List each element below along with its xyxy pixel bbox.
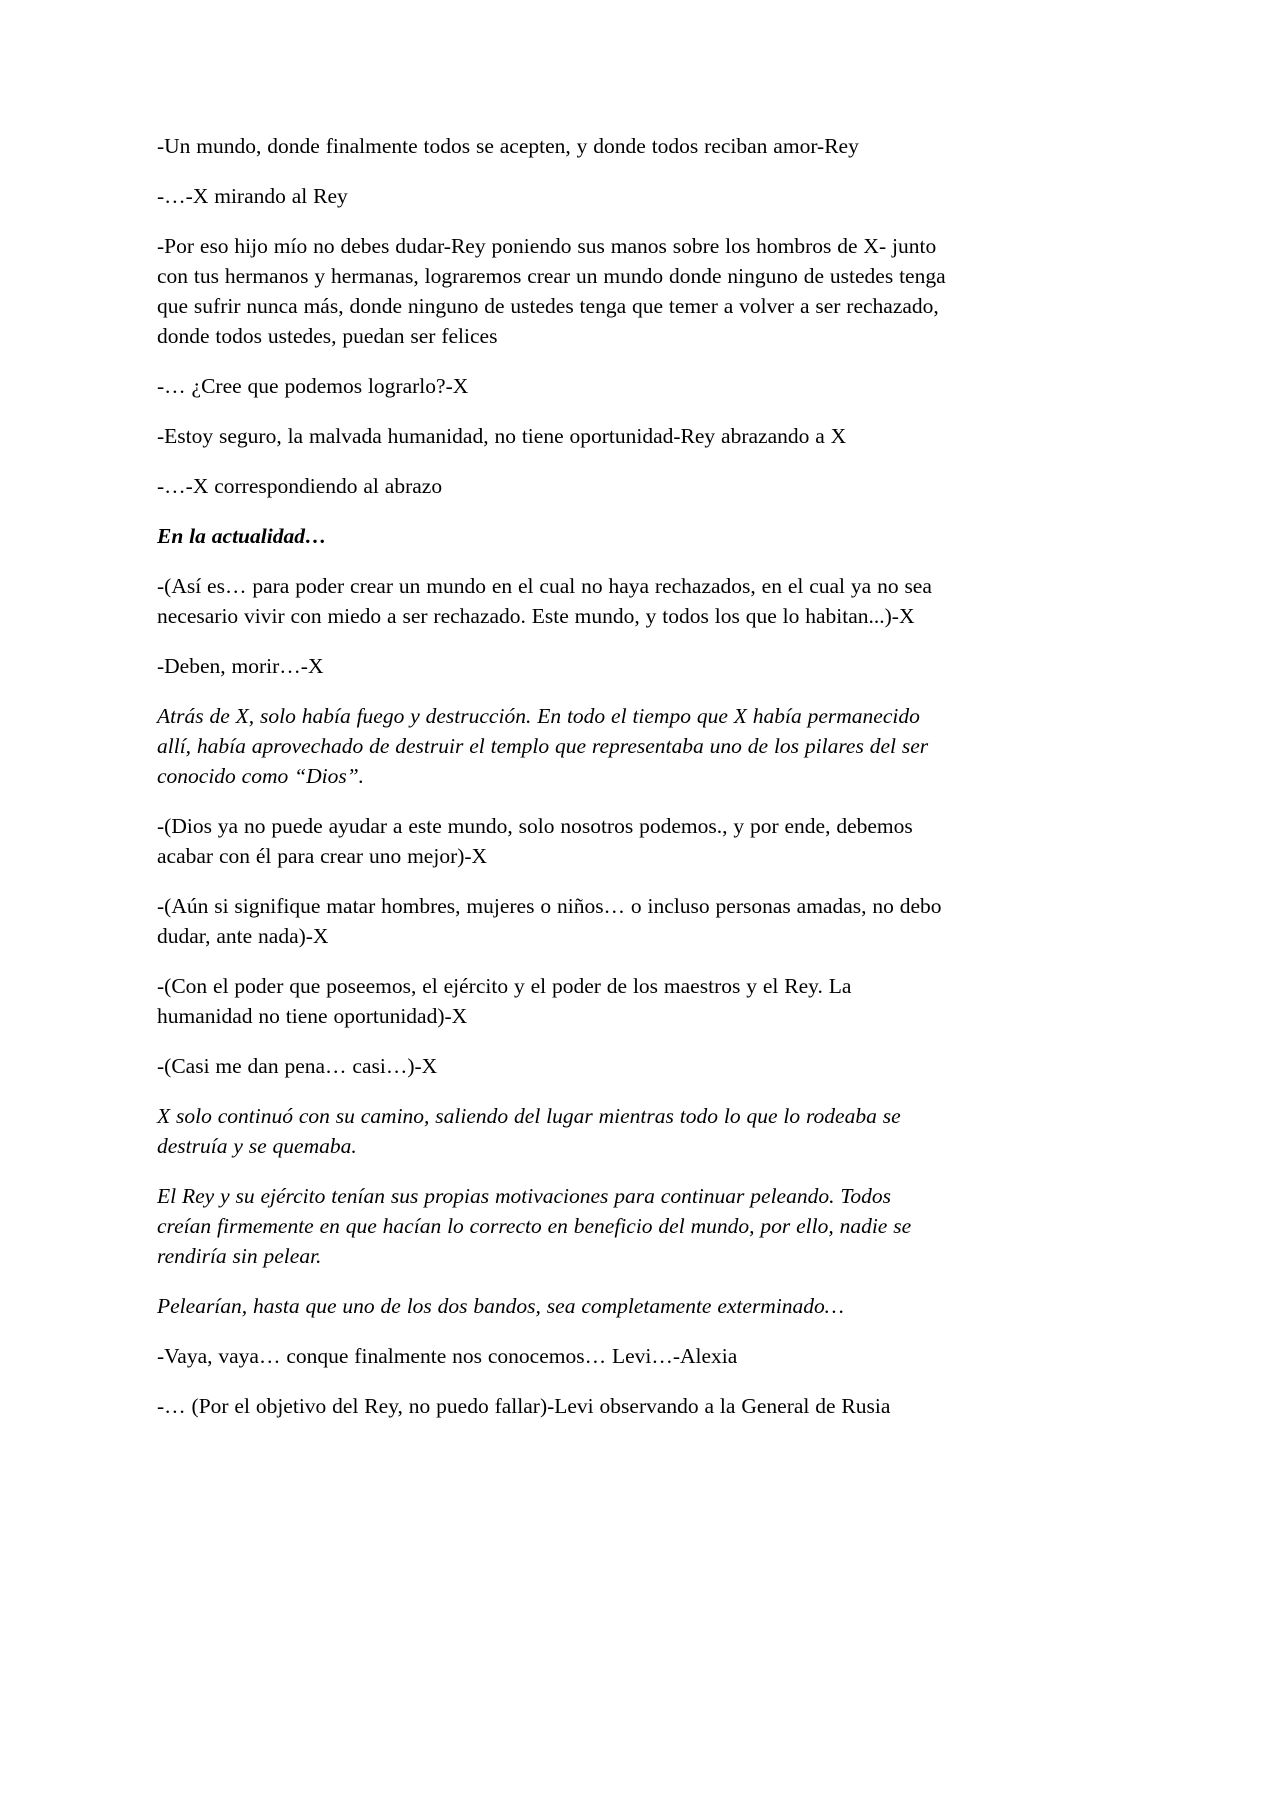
narration-paragraph: Pelearían, hasta que uno de los dos bandos, sea completamente exterminado… [157, 1294, 844, 1318]
section-heading: En la actualidad… [157, 524, 327, 548]
paragraph: -Estoy seguro, la malvada humanidad, no tiene oportunidad-Rey abrazando a X [157, 424, 847, 448]
paragraph: -(Con el poder que poseemos, el ejército y el poder de los maestros y el Rey. La humanidad no tiene oportunidad)-X [157, 974, 852, 1028]
paragraph: -Deben, morir…-X [157, 654, 324, 678]
paragraph: -… ¿Cree que podemos lograrlo?-X [157, 374, 469, 398]
paragraph: -(Así es… para poder crear un mundo en el cual no haya rechazados, en el cual ya no sea necesario vivir con miedo a ser rechazado. Este mundo, y todos los que lo habitan...)-X [157, 574, 932, 628]
document-content [157, 131, 949, 1421]
paragraph: -(Dios ya no puede ayudar a este mundo, solo nosotros podemos., y por ende, debemos acabar con él para crear uno mejor)-X [157, 814, 913, 868]
narration-paragraph: X solo continuó con su camino, saliendo del lugar mientras todo lo que lo rodeaba se destruía y se quemaba. [157, 1104, 901, 1158]
paragraph: -(Casi me dan pena… casi…)-X [157, 1054, 438, 1078]
paragraph: -…-X mirando al Rey [157, 184, 348, 208]
paragraph: -(Aún si signifique matar hombres, mujeres o niños… o incluso personas amadas, no debo dudar, ante nada)-X [157, 894, 942, 948]
paragraph: -…-X correspondiendo al abrazo [157, 474, 443, 498]
paragraph: -… (Por el objetivo del Rey, no puedo fallar)-Levi observando a la General de Rusia [157, 1394, 891, 1418]
paragraph: -Vaya, vaya… conque finalmente nos conocemos… Levi…-Alexia [157, 1344, 738, 1368]
paragraph: -Por eso hijo mío no debes dudar-Rey poniendo sus manos sobre los hombros de X- junto con tus hermanos y hermanas, lograremos crear un mundo donde ninguno de ustedes tenga que sufrir nunca más, donde ninguno de ustedes tenga que temer a volver a ser rechazado, donde todos ustedes, puedan ser felices [157, 234, 946, 348]
narration-paragraph: El Rey y su ejército tenían sus propias motivaciones para continuar peleando. Todos creían firmemente en que hacían lo correcto en beneficio del mundo, por ello, nadie se rendiría sin pelear. [157, 1184, 912, 1268]
narration-paragraph: Atrás de X, solo había fuego y destrucción. En todo el tiempo que X había permanecido allí, había aprovechado de destruir el templo que representaba uno de los pilares del ser conocido como “Dios”. [157, 704, 929, 788]
paragraph: -Un mundo, donde finalmente todos se acepten, y donde todos reciban amor-Rey [157, 134, 859, 158]
